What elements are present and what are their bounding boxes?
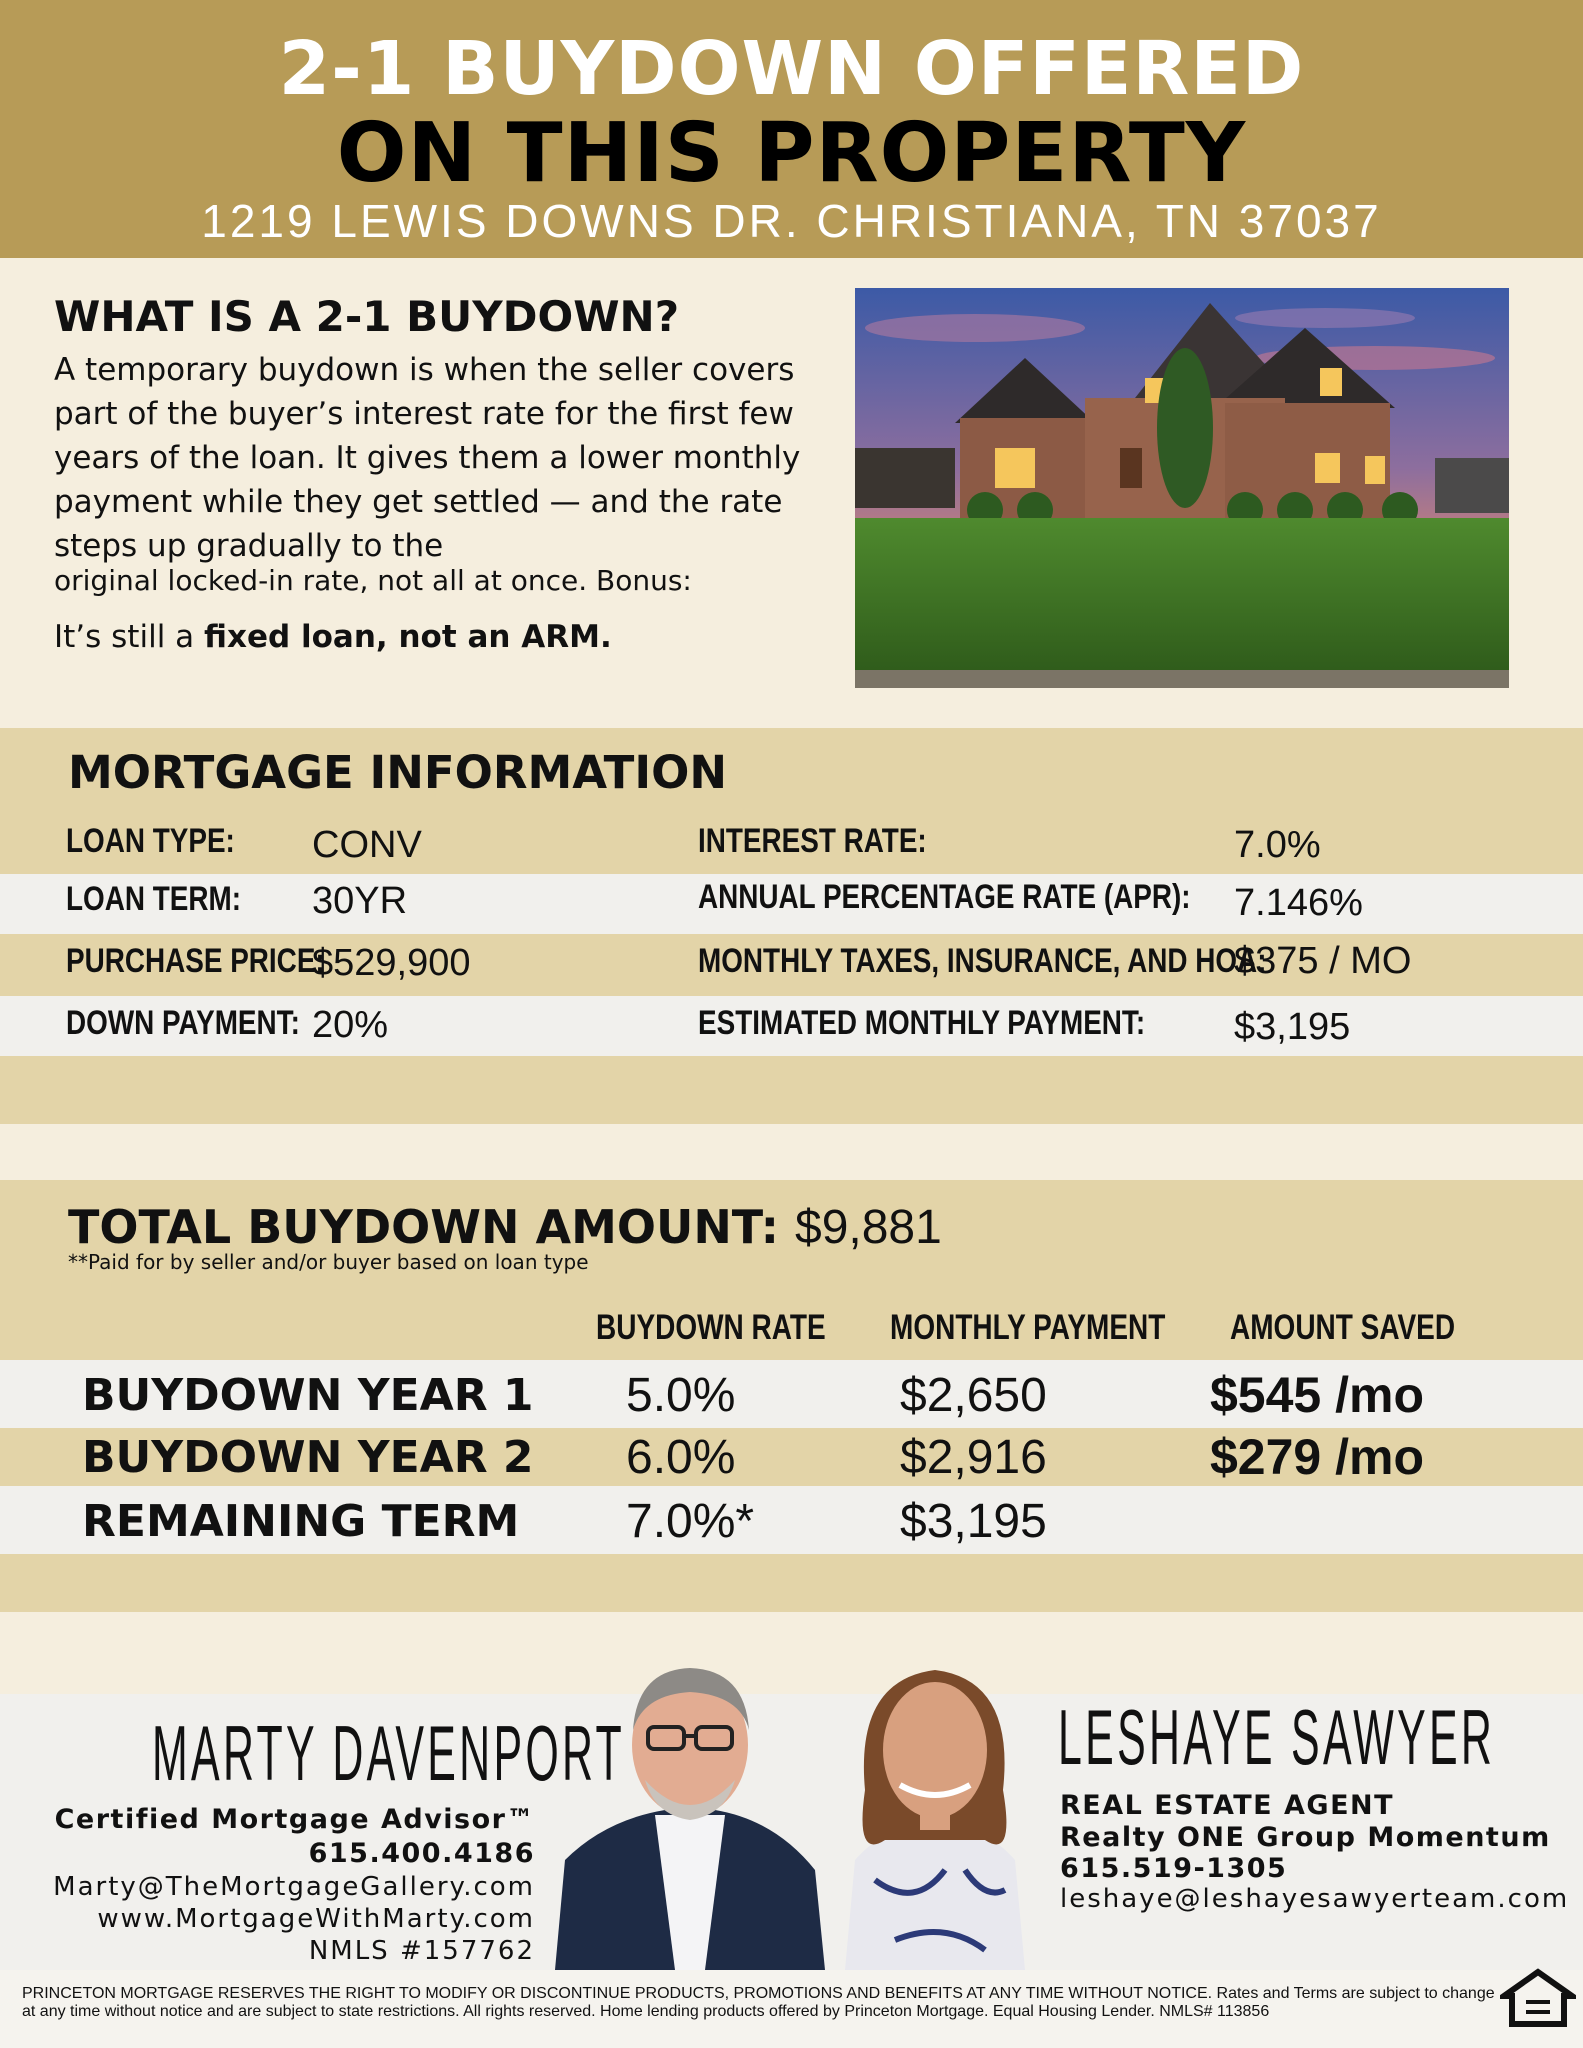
buydown-spacer-band: [0, 1554, 1583, 1612]
agent-phone[interactable]: 615.519-1305: [1060, 1853, 1288, 1884]
property-address: 1219 LEWIS DOWNS DR. CHRISTIANA, TN 37037: [201, 195, 1382, 247]
bonus-bold: fixed loan, not an ARM.: [204, 619, 612, 655]
estimated-payment-value: $3,195: [1234, 1006, 1351, 1048]
taxes-insurance-hoa-value: $375 / MO: [1234, 940, 1412, 982]
buydown-note: **Paid for by seller and/or buyer based on loan type: [68, 1250, 589, 1274]
what-is-body-continued: original locked-in rate, not all at once. Bonus:: [54, 564, 692, 597]
headline-line1: 2-1 BUYDOWN OFFERED: [278, 26, 1305, 112]
buydown-row-payment: $2,916: [900, 1431, 1047, 1484]
col-buydown-rate: BUYDOWN RATE: [596, 1308, 826, 1347]
lender-name: MARTY DAVENPORT: [152, 1709, 626, 1797]
disclaimer: PRINCETON MORTGAGE RESERVES THE RIGHT TO MODIFY OR DISCONTINUE PRODUCTS, PROMOTIONS AND BENEFITS AT ANY TIME WITHOUT NOTICE. Rates and Terms are subject to change at any time without notice and are subject to state restrictions. All rights reserved. Home lending products offered by Princeton Mortgage. Equal Housing Lender. NMLS# 113856: [22, 1985, 1495, 2020]
loan-term-label: LOAN TERM:: [66, 880, 242, 918]
buydown-row-payment: $2,650: [900, 1369, 1047, 1422]
lender-title: Certified Mortgage Advisor™: [54, 1804, 535, 1835]
loan-type-value: CONV: [312, 824, 422, 866]
apr-label: ANNUAL PERCENTAGE RATE (APR):: [698, 878, 1191, 916]
lender-website[interactable]: www.MortgageWithMarty.com: [97, 1904, 535, 1934]
house-photo: [855, 288, 1509, 688]
bonus-prefix: It’s still a: [54, 619, 205, 655]
purchase-price-value: $529,900: [312, 942, 471, 984]
agent-email[interactable]: leshaye@leshayesawyerteam.com: [1060, 1884, 1570, 1914]
lender-email[interactable]: Marty@TheMortgageGallery.com: [53, 1872, 535, 1902]
mortgage-spacer-band: [0, 1056, 1583, 1124]
headline-line2: ON THIS PROPERTY: [336, 106, 1247, 201]
estimated-payment-label: ESTIMATED MONTHLY PAYMENT:: [698, 1004, 1146, 1042]
buydown-row-rate: 7.0%*: [626, 1495, 755, 1548]
equal-housing-icon: [1500, 1968, 1576, 2044]
buydown-row-label: BUYDOWN YEAR 2: [82, 1432, 534, 1483]
agent-title: REAL ESTATE AGENT: [1060, 1790, 1395, 1821]
agent-brokerage: Realty ONE Group Momentum: [1060, 1822, 1551, 1853]
buydown-row-saved: $279 /mo: [1210, 1429, 1425, 1485]
what-is-title: WHAT IS A 2-1 BUYDOWN?: [54, 292, 680, 341]
col-amount-saved: AMOUNT SAVED: [1230, 1308, 1456, 1347]
total-buydown-amount: $9,881: [795, 1201, 942, 1254]
interest-rate-value: 7.0%: [1234, 824, 1321, 866]
mortgage-info-title: MORTGAGE INFORMATION: [68, 746, 727, 799]
buydown-row-label: REMAINING TERM: [82, 1496, 520, 1547]
agent-name: LESHAYE SAWYER: [1058, 1693, 1496, 1781]
down-payment-value: 20%: [312, 1004, 389, 1046]
buydown-row-payment: $3,195: [900, 1495, 1047, 1548]
buydown-row-label: BUYDOWN YEAR 1: [82, 1370, 534, 1421]
col-monthly-payment: MONTHLY PAYMENT: [890, 1308, 1166, 1347]
what-is-bonus: [54, 619, 612, 655]
total-buydown-title: TOTAL BUYDOWN AMOUNT:: [68, 1200, 780, 1254]
down-payment-label: DOWN PAYMENT:: [66, 1004, 300, 1042]
taxes-insurance-hoa-label: MONTHLY TAXES, INSURANCE, AND HOA:: [698, 942, 1267, 980]
buydown-row-rate: 6.0%: [626, 1431, 736, 1484]
apr-value: 7.146%: [1234, 882, 1363, 924]
lender-phone[interactable]: 615.400.4186: [308, 1838, 535, 1869]
buydown-row-rate: 5.0%: [626, 1369, 736, 1422]
purchase-price-label: PURCHASE PRICE:: [66, 942, 325, 980]
interest-rate-label: INTEREST RATE:: [698, 822, 927, 860]
agents-photo: [545, 1640, 1055, 1970]
buydown-row-saved: $545 /mo: [1210, 1367, 1425, 1423]
loan-term-value: 30YR: [312, 880, 408, 922]
what-is-body: A temporary buydown is when the seller covers part of the buyer’s interest rate for the first few years of the loan. It gives them a lower monthly payment while they get settled — and the rate steps up gradually to the: [54, 352, 801, 564]
lender-nmls: NMLS #157762: [308, 1936, 535, 1966]
loan-type-label: LOAN TYPE:: [66, 822, 235, 860]
